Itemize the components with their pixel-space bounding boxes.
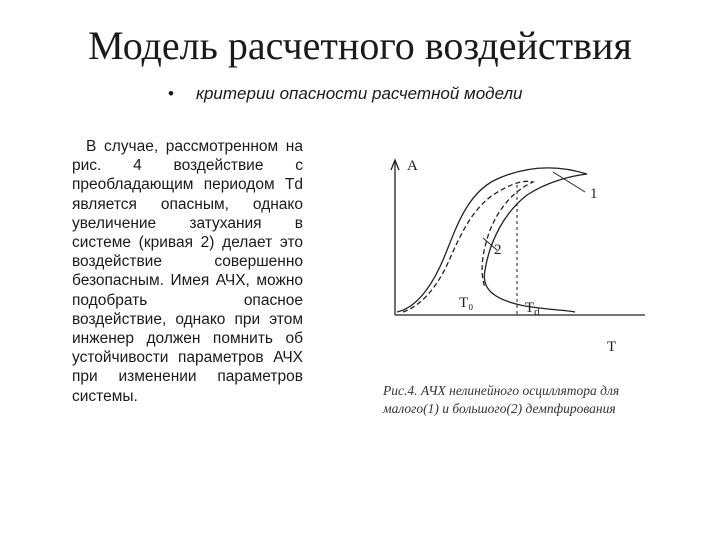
- curve-2-label: 2: [494, 242, 502, 258]
- bullet-marker: •: [168, 84, 174, 103]
- curve-1-label: 1: [590, 186, 598, 202]
- body-paragraph: В случае, рассмотренном на рис. 4 воздействие с преобладающим периодом Td является опасным, однако увеличение затухания в системе (кривая 2) делает это воздействие совершенно безопасным. Имея АЧХ, можно подобрать опасное воздействие, однако при этом инженер должен помнить об устойчивости параметров АЧХ при изменении параметров системы.: [72, 138, 303, 405]
- curve-2: [403, 181, 533, 312]
- t0-label: T₀: [459, 295, 474, 311]
- figure-svg: [375, 140, 665, 380]
- curve-1: [397, 168, 587, 312]
- td-label-subscript: d: [534, 306, 540, 318]
- figure-caption-line-2: малого(1) и большого(2) демпфирования: [383, 401, 616, 416]
- td-label: [525, 300, 540, 318]
- figure-caption-line-1: Рис.4. АЧХ нелинейного осциллятора для: [383, 383, 620, 398]
- bullet-text: критерии опасности расчетной модели: [195, 84, 523, 103]
- slide-title: Модель расчетного воздействия: [88, 23, 632, 68]
- td-label-main: T: [525, 300, 535, 316]
- x-axis-label: T: [607, 339, 617, 355]
- y-axis-label: A: [407, 158, 418, 174]
- figure-caption: [383, 382, 673, 418]
- bullet-item: [168, 84, 523, 104]
